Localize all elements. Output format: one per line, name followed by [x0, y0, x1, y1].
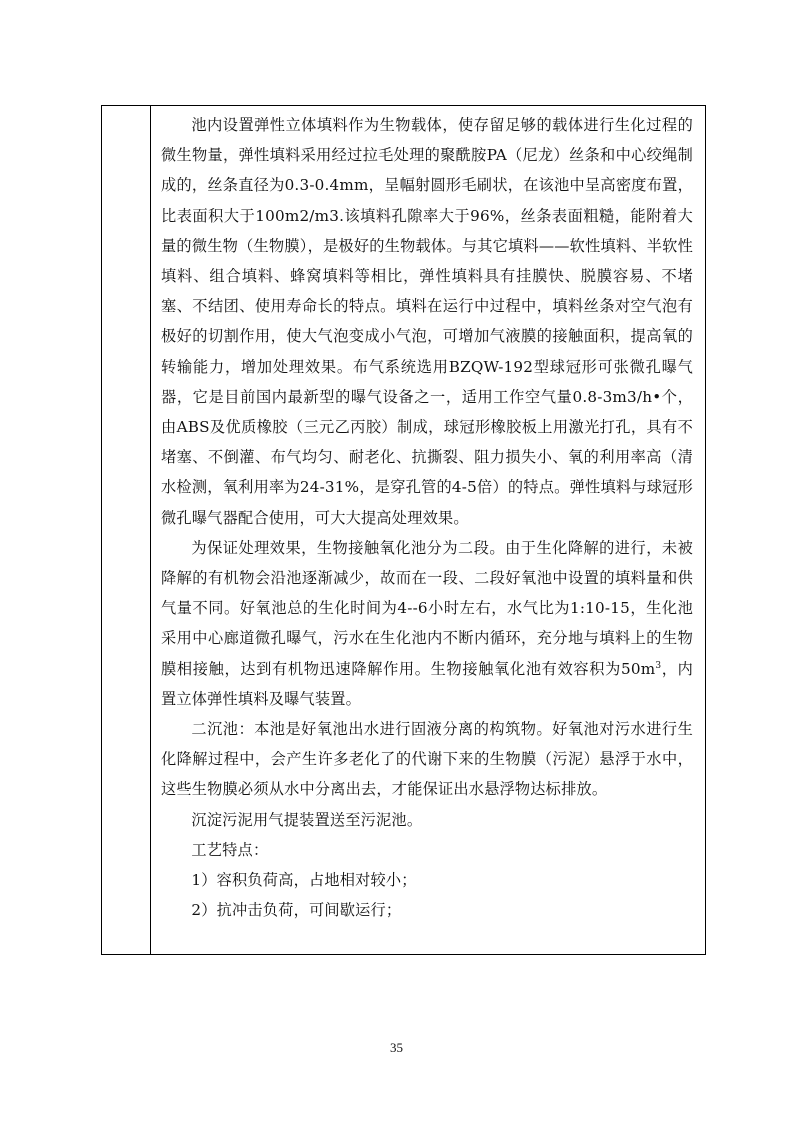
content-cell [151, 106, 707, 954]
body-text [161, 110, 693, 925]
paragraph-contact-oxidation [161, 533, 693, 714]
list-item-feature-1: 1）容积负荷高，占地相对较小； [191, 871, 417, 890]
paragraph-filler-description: 池内设置弹性立体填料作为生物载体，使存留足够的载体进行生化过程的微生物量，弹性填料采用经过拉毛处理的聚酰胺PA（尼龙）丝条和中心绞绳制成的，丝条直径为0.3-0.4mm，呈幅射圆形毛刷状，在该池中呈高密度布置，比表面积大于100m2/m3.该填料孔隙率大于96%，丝条表面粗糙，能附着大量的微生物（生物膜），是极好的生物载体。与其它填料——软性填料、半软性填料、组合填料、蜂窝填料等相比，弹性填料具有挂膜快、脱膜容易、不堵塞、不结团、使用寿命长的特点。填料在运行中过程中，填料丝条对空气泡有极好的切割作用，使大气泡变成小气泡，可增加气液膜的接触面积，提高氧的转输能力，增加处理效果。布气系统选用BZQW-192型球冠形可张微孔曝气器，它是目前国内最新型的曝气设备之一，适用工作空气量0.8-3m3/h•个，由ABS及优质橡胶（三元乙丙胶）制成，球冠形橡胶板上用激光打孔，具有不堵塞、不倒灌、布气均匀、耐老化、抗撕裂、阻力损失小、氧的利用率高（清水检测，氧利用率为24-31%，是穿孔管的4-5倍）的特点。弹性填料与球冠形微孔曝气器配合使用，可大大提高处理效果。 [161, 116, 693, 527]
paragraph-sludge-transfer: 沉淀污泥用气提装置送至污泥池。 [191, 810, 423, 829]
content-table [101, 105, 706, 955]
paragraph-process-features-heading: 工艺特点： [191, 840, 269, 859]
volume-rest-text: ，内置立体弹性填料及曝气装置。 [161, 659, 693, 708]
list-item-feature-2: 2）抗冲击负荷，可间歇运行； [191, 901, 402, 920]
page-number: 35 [390, 1040, 403, 1055]
paragraph-contact-oxidation-text: 为保证处理效果，生物接触氧化池分为二段。由于生化降解的进行，未被降解的有机物会沿池逐渐减少，故而在一段、二段好氧池中设置的填料量和供气量不同。好氧池总的生化时间为4--6小时左右，水气比为1:10-15，生化池采用中心廊道微孔曝气，污水在生化池内不断内循环，充分地与填料上的生物膜相接触，达到有机物迅速降解作用。生物接触氧化池有效容积为 [161, 538, 693, 678]
left-label-cell [102, 106, 151, 954]
volume-value: 50m [621, 659, 656, 678]
volume-unit-superscript: 3 [655, 660, 662, 671]
paragraph-secondary-settling: 二沉池：本池是好氧池出水进行固液分离的构筑物。好氧池对污水进行生化降解过程中，会产生许多老化了的代谢下来的生物膜（污泥）悬浮于水中，这些生物膜必须从水中分离出去，才能保证出水悬浮物达标排放。 [161, 720, 693, 799]
